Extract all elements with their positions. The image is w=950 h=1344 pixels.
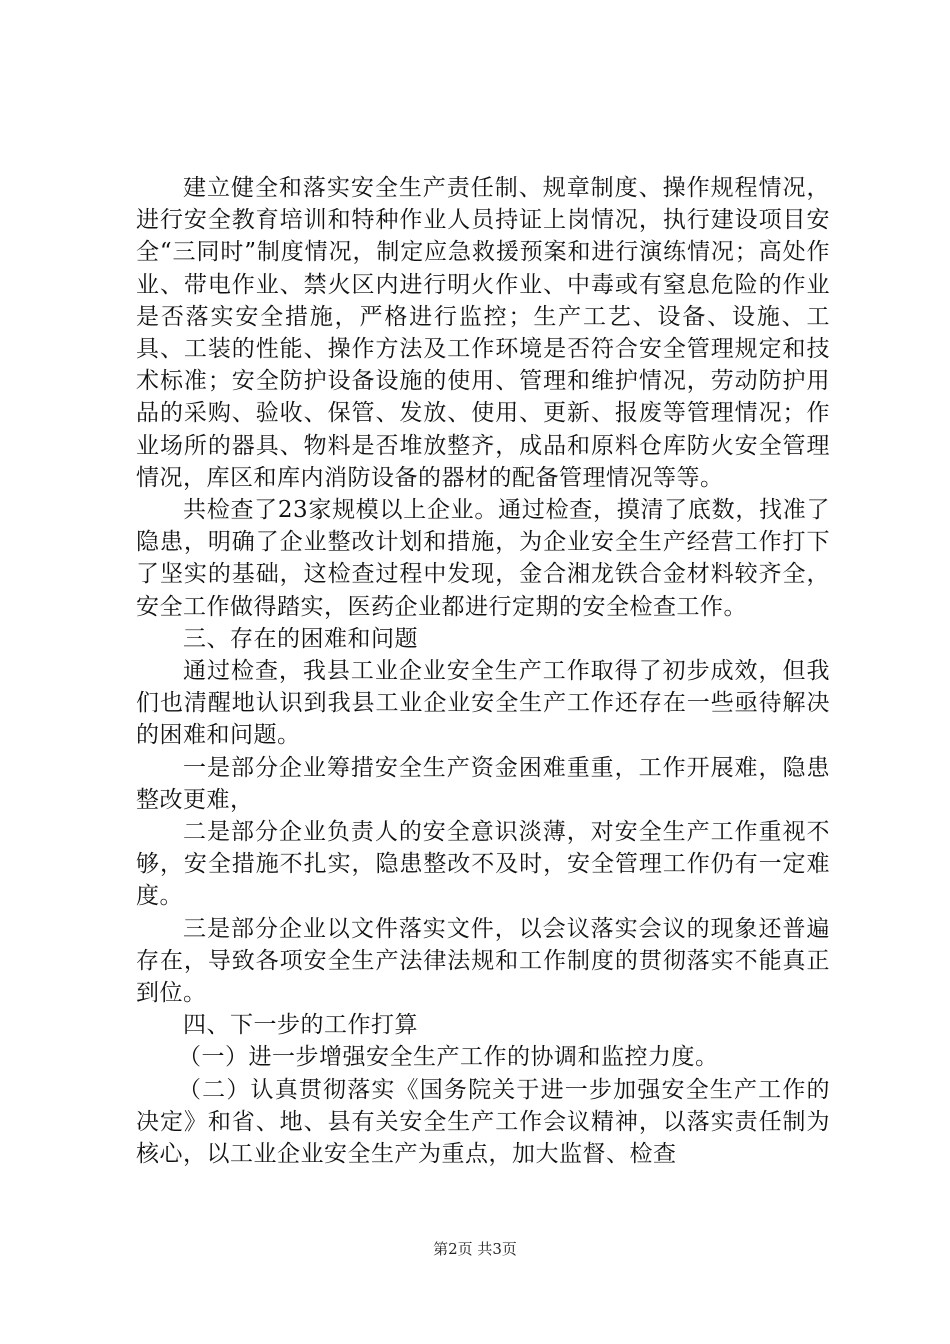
paragraph-next-step-one: （一）进一步增强安全生产工作的协调和监控力度。 (178, 1044, 719, 1071)
paragraph-inspection-results: 共检查了23家规模以上企业。通过检查，摸清了底数，找准了隐患，明确了企业整改计划和措施，为企业安全生产经营工作打下了坚实的基础，这检查过程中发现，金合湘龙铁合金材料较齐全，安全工作做得踏实，医药企业都进行定期的安全检查工作。 (136, 497, 830, 620)
paragraph-difficulties-intro: 通过检查，我县工业企业安全生产工作取得了初步成效，但我们也清醒地认识到我县工业企业安全生产工作还存在一些亟待解决的困难和问题。 (136, 658, 830, 749)
section-heading-difficulties: 三、存在的困难和问题 (183, 625, 418, 652)
paragraph-inspection-scope: 建立健全和落实安全生产责任制、规章制度、操作规程情况，进行安全教育培训和特种作业人员持证上岗情况，执行建设项目安全“三同时”制度情况，制定应急救援预案和进行演练情况；高处作业、带电作业、禁火区内进行明火作业、中毒或有窒息危险的作业是否落实安全措施，严格进行监控；生产工艺、设备、设施、工具、工装的性能、操作方法及工作环境是否符合安全管理规定和技术标准；安全防护设备设施的使用、管理和维护情况，劳动防护用品的采购、验收、保管、发放、使用、更新、报废等管理情况；作业场所的器具、物料是否堆放整齐，成品和原料仓库防火安全管理情况，库区和库内消防设备的器材的配备管理情况等等。 (136, 175, 830, 491)
document-body (136, 172, 830, 1170)
paragraph-difficulty-three: 三是部分企业以文件落实文件，以会议落实会议的现象还普遍存在，导致各项安全生产法律法规和工作制度的贯彻落实不能真正到位。 (136, 915, 830, 1007)
section-heading-next-steps: 四、下一步的工作打算 (183, 1012, 418, 1039)
page-footer (0, 1239, 950, 1259)
page-number-label: 第2页 共3页 (433, 1240, 517, 1258)
paragraph-next-step-two: （二）认真贯彻落实《国务院关于进一步加强安全生产工作的决定》和省、地、县有关安全生产工作会议精神，以落实责任制为核心，以工业企业安全生产为重点，加大监督、检查 (136, 1076, 830, 1168)
paragraph-difficulty-one: 一是部分企业筹措安全生产资金困难重重，工作开展难，隐患整改更难， (136, 754, 830, 813)
paragraph-difficulty-two: 二是部分企业负责人的安全意识淡薄，对安全生产工作重视不够，安全措施不扎实，隐患整改不及时，安全管理工作仍有一定难度。 (136, 819, 830, 910)
